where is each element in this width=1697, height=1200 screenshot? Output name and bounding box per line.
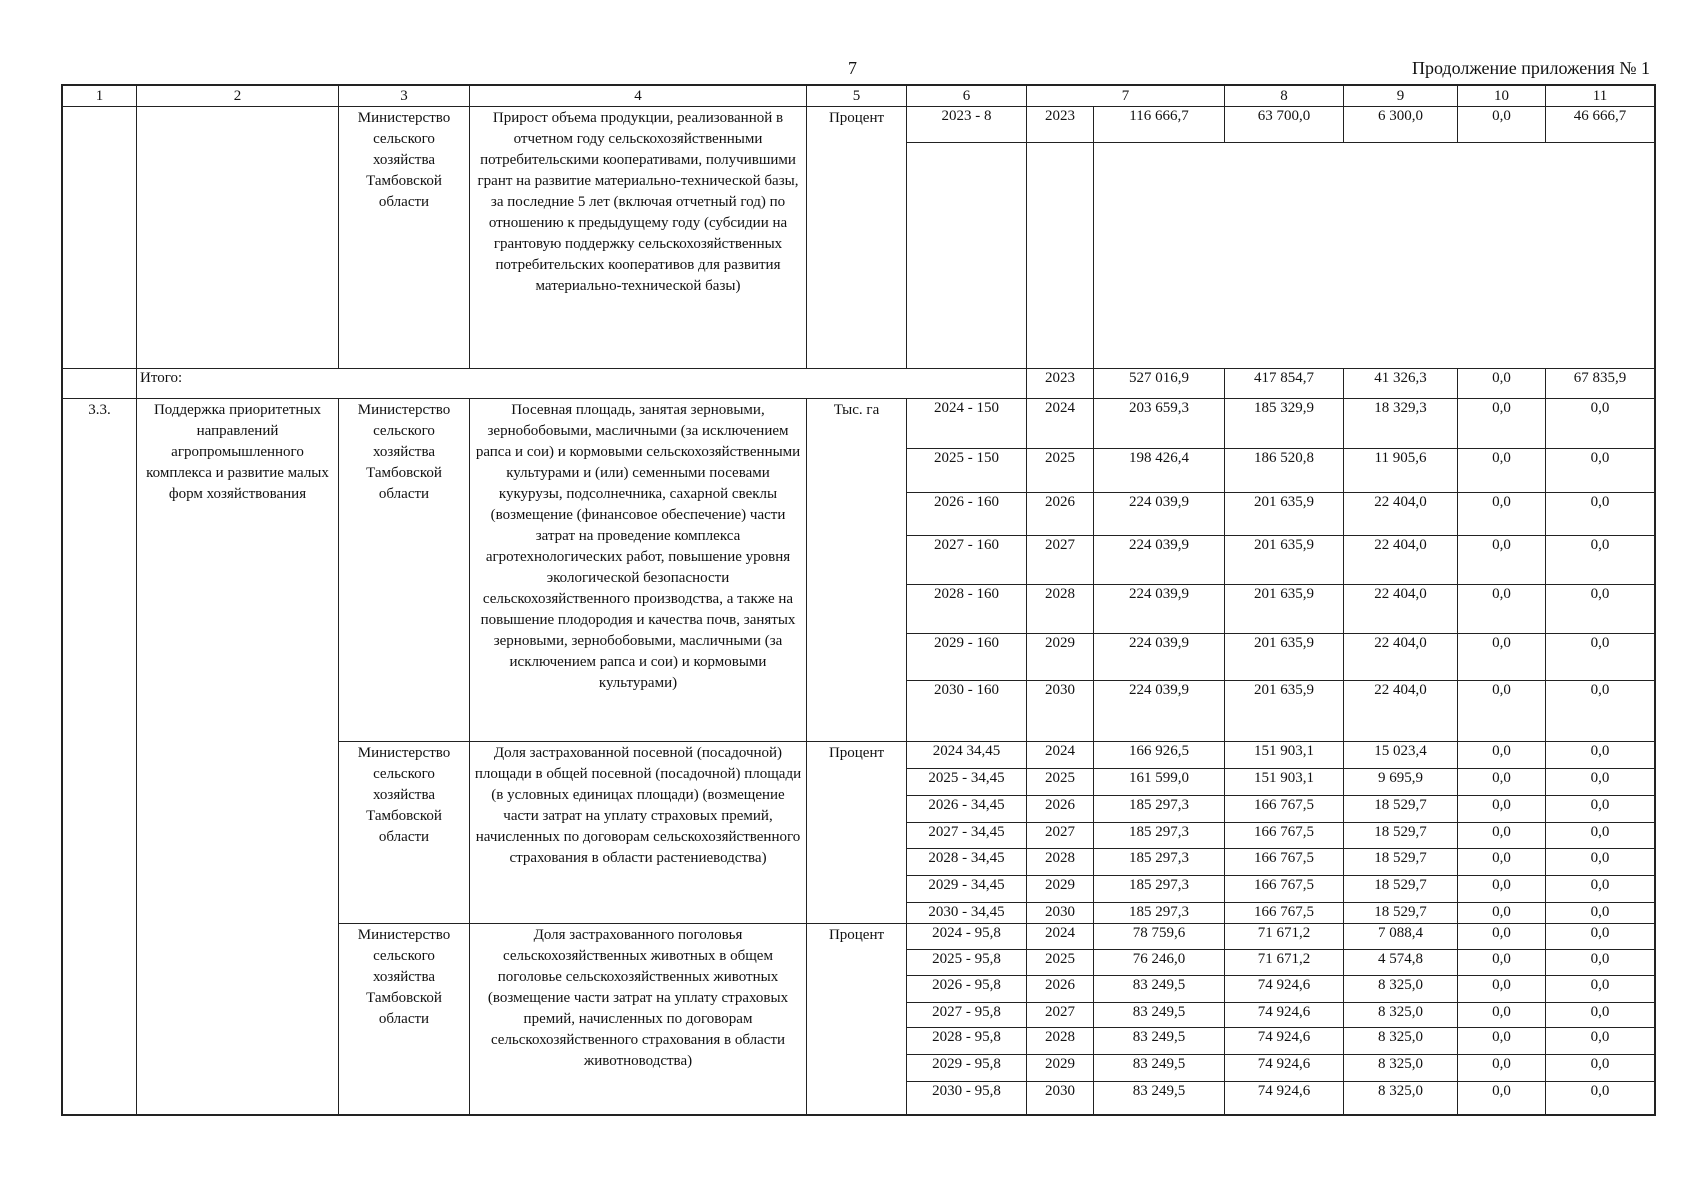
value-cell: 78 759,6 xyxy=(1094,924,1225,950)
column-header: 8 xyxy=(1225,86,1344,107)
ministry-cell: Министерство сельского хозяйства Тамбовской области xyxy=(339,399,470,742)
value-cell: 8 325,0 xyxy=(1344,1028,1458,1055)
column-header: 6 xyxy=(907,86,1027,107)
year-cell: 2026 xyxy=(1027,493,1094,536)
year-cell: 2025 xyxy=(1027,769,1094,796)
value-cell: 0,0 xyxy=(1546,1082,1655,1115)
target-cell: 2030 - 34,45 xyxy=(907,903,1027,924)
value-cell: 22 404,0 xyxy=(1344,536,1458,585)
target-cell: 2028 - 34,45 xyxy=(907,849,1027,876)
value-cell: 201 635,9 xyxy=(1225,536,1344,585)
value-cell: 83 249,5 xyxy=(1094,976,1225,1003)
year-cell: 2026 xyxy=(1027,796,1094,823)
target-cell: 2025 - 34,45 xyxy=(907,769,1027,796)
value-cell: 224 039,9 xyxy=(1094,585,1225,634)
value-cell: 201 635,9 xyxy=(1225,493,1344,536)
value-cell: 151 903,1 xyxy=(1225,769,1344,796)
value-cell: 0,0 xyxy=(1546,681,1655,742)
unit-cell: Процент xyxy=(807,107,907,369)
year-cell: 2029 xyxy=(1027,1055,1094,1082)
value-cell: 0,0 xyxy=(1458,876,1546,903)
value-cell: 0,0 xyxy=(1546,769,1655,796)
target-cell: 2024 - 150 xyxy=(907,399,1027,449)
value-cell: 0,0 xyxy=(1458,585,1546,634)
value-cell: 63 700,0 xyxy=(1225,107,1344,143)
value-cell: 18 529,7 xyxy=(1344,823,1458,849)
value-cell: 203 659,3 xyxy=(1094,399,1225,449)
value-cell: 185 297,3 xyxy=(1094,849,1225,876)
value-cell: 224 039,9 xyxy=(1094,536,1225,585)
target-cell: 2024 - 95,8 xyxy=(907,924,1027,950)
unit-cell: Процент xyxy=(807,924,907,1115)
value-cell: 71 671,2 xyxy=(1225,950,1344,976)
value-cell: 166 767,5 xyxy=(1225,796,1344,823)
table-row xyxy=(63,399,1655,449)
column-header-row xyxy=(63,86,1655,107)
value-cell: 83 249,5 xyxy=(1094,1028,1225,1055)
column-header: 7 xyxy=(1027,86,1225,107)
value-cell: 224 039,9 xyxy=(1094,493,1225,536)
value-cell: 151 903,1 xyxy=(1225,742,1344,769)
indicator-cell: Посевная площадь, занятая зерновыми, зернобобовыми, масличными (за исключением рапса и сои) и кормовыми сельскохозяйственными культурами и (или) семенными посевами кукурузы, подсолнечника, сахарной свеклы (возмещение (финансовое обеспечение) части затрат на проведение комплекса агротехнологических работ, повышение уровня экологической безопасности сельскохозяйственного производства, а также на повышение плодородия и качества почв, занятых зерновыми, зернобобовыми, масличными (за исключением рапса и сои) и кормовыми культурами) xyxy=(470,399,807,742)
column-header: 2 xyxy=(137,86,339,107)
section-number: 3.3. xyxy=(63,399,137,1115)
value-cell: 116 666,7 xyxy=(1094,107,1225,143)
year-cell: 2024 xyxy=(1027,399,1094,449)
value-cell: 83 249,5 xyxy=(1094,1003,1225,1028)
value-cell: 0,0 xyxy=(1546,399,1655,449)
unit-cell: Тыс. га xyxy=(807,399,907,742)
value-cell: 0,0 xyxy=(1458,449,1546,493)
value-cell: 0,0 xyxy=(1546,536,1655,585)
value-cell: 15 023,4 xyxy=(1344,742,1458,769)
value-cell: 0,0 xyxy=(1546,449,1655,493)
page-number: 7 xyxy=(848,58,857,78)
value-cell: 0,0 xyxy=(1546,1028,1655,1055)
target-cell: 2026 - 160 xyxy=(907,493,1027,536)
value-cell: 83 249,5 xyxy=(1094,1082,1225,1115)
value-cell: 18 529,7 xyxy=(1344,849,1458,876)
target-cell: 2027 - 95,8 xyxy=(907,1003,1027,1028)
value-cell: 527 016,9 xyxy=(1094,369,1225,399)
ministry-cell: Министерство сельского хозяйства Тамбовской области xyxy=(339,742,470,924)
value-cell: 0,0 xyxy=(1458,1082,1546,1115)
value-cell: 22 404,0 xyxy=(1344,681,1458,742)
year-cell: 2027 xyxy=(1027,823,1094,849)
value-cell: 11 905,6 xyxy=(1344,449,1458,493)
target-cell: 2029 - 95,8 xyxy=(907,1055,1027,1082)
cell-empty xyxy=(1094,143,1655,369)
year-cell: 2028 xyxy=(1027,1028,1094,1055)
target-cell: 2027 - 160 xyxy=(907,536,1027,585)
value-cell: 74 924,6 xyxy=(1225,1082,1344,1115)
value-cell: 0,0 xyxy=(1458,536,1546,585)
value-cell: 201 635,9 xyxy=(1225,681,1344,742)
target-cell: 2025 - 95,8 xyxy=(907,950,1027,976)
year-cell: 2025 xyxy=(1027,950,1094,976)
continuation-label: Продолжение приложения № 1 xyxy=(1411,58,1650,78)
value-cell: 185 297,3 xyxy=(1094,796,1225,823)
value-cell: 8 325,0 xyxy=(1344,1055,1458,1082)
column-header: 5 xyxy=(807,86,907,107)
year-cell: 2029 xyxy=(1027,634,1094,681)
value-cell: 71 671,2 xyxy=(1225,924,1344,950)
year-cell: 2024 xyxy=(1027,742,1094,769)
value-cell: 4 574,8 xyxy=(1344,950,1458,976)
value-cell: 201 635,9 xyxy=(1225,634,1344,681)
value-cell: 0,0 xyxy=(1458,976,1546,1003)
year-cell: 2025 xyxy=(1027,449,1094,493)
value-cell: 8 325,0 xyxy=(1344,1082,1458,1115)
unit-cell: Процент xyxy=(807,742,907,924)
year-cell: 2029 xyxy=(1027,876,1094,903)
year-cell: 2023 xyxy=(1027,369,1094,399)
value-cell: 186 520,8 xyxy=(1225,449,1344,493)
value-cell: 8 325,0 xyxy=(1344,1003,1458,1028)
cell-empty xyxy=(1027,143,1094,369)
value-cell: 83 249,5 xyxy=(1094,1055,1225,1082)
value-cell: 0,0 xyxy=(1458,903,1546,924)
value-cell: 6 300,0 xyxy=(1344,107,1458,143)
year-cell: 2030 xyxy=(1027,681,1094,742)
target-cell: 2027 - 34,45 xyxy=(907,823,1027,849)
column-header: 11 xyxy=(1546,86,1655,107)
value-cell: 18 529,7 xyxy=(1344,876,1458,903)
value-cell: 0,0 xyxy=(1458,742,1546,769)
total-row xyxy=(63,369,1655,399)
indicator-cell: Доля застрахованной посевной (посадочной) площади в общей посевной (посадочной) площади (в условных единицах площади) (возмещение части затрат на уплату страховых премий, начисленных по договорам сельскохозяйственного страхования в области растениеводства) xyxy=(470,742,807,924)
ministry-cell: Министерство сельского хозяйства Тамбовской области xyxy=(339,107,470,369)
value-cell: 0,0 xyxy=(1546,1055,1655,1082)
value-cell: 0,0 xyxy=(1546,493,1655,536)
value-cell: 0,0 xyxy=(1546,585,1655,634)
value-cell: 74 924,6 xyxy=(1225,1028,1344,1055)
value-cell: 0,0 xyxy=(1546,976,1655,1003)
value-cell: 67 835,9 xyxy=(1546,369,1655,399)
target-cell: 2029 - 160 xyxy=(907,634,1027,681)
year-cell: 2027 xyxy=(1027,536,1094,585)
value-cell: 18 329,3 xyxy=(1344,399,1458,449)
appendix-table xyxy=(62,85,1655,1115)
total-label: Итого: xyxy=(137,369,1027,399)
value-cell: 161 599,0 xyxy=(1094,769,1225,796)
value-cell: 76 246,0 xyxy=(1094,950,1225,976)
value-cell: 22 404,0 xyxy=(1344,634,1458,681)
value-cell: 0,0 xyxy=(1546,849,1655,876)
target-cell: 2029 - 34,45 xyxy=(907,876,1027,903)
value-cell: 0,0 xyxy=(1546,876,1655,903)
ministry-cell: Министерство сельского хозяйства Тамбовской области xyxy=(339,924,470,1115)
value-cell: 201 635,9 xyxy=(1225,585,1344,634)
value-cell: 18 529,7 xyxy=(1344,903,1458,924)
value-cell: 185 297,3 xyxy=(1094,876,1225,903)
value-cell: 0,0 xyxy=(1546,950,1655,976)
value-cell: 74 924,6 xyxy=(1225,976,1344,1003)
value-cell: 417 854,7 xyxy=(1225,369,1344,399)
value-cell: 0,0 xyxy=(1458,493,1546,536)
year-cell: 2024 xyxy=(1027,924,1094,950)
target-cell: 2025 - 150 xyxy=(907,449,1027,493)
column-header: 4 xyxy=(470,86,807,107)
value-cell: 0,0 xyxy=(1546,634,1655,681)
value-cell: 0,0 xyxy=(1458,1028,1546,1055)
value-cell: 0,0 xyxy=(1458,399,1546,449)
value-cell: 0,0 xyxy=(1458,369,1546,399)
value-cell: 0,0 xyxy=(1546,924,1655,950)
target-cell: 2030 - 95,8 xyxy=(907,1082,1027,1115)
value-cell: 185 329,9 xyxy=(1225,399,1344,449)
value-cell: 0,0 xyxy=(1546,903,1655,924)
value-cell: 0,0 xyxy=(1546,796,1655,823)
value-cell: 0,0 xyxy=(1458,796,1546,823)
target-cell: 2023 - 8 xyxy=(907,107,1027,143)
value-cell: 224 039,9 xyxy=(1094,634,1225,681)
value-cell: 0,0 xyxy=(1458,681,1546,742)
value-cell: 166 767,5 xyxy=(1225,876,1344,903)
column-header: 9 xyxy=(1344,86,1458,107)
target-cell: 2026 - 34,45 xyxy=(907,796,1027,823)
value-cell: 0,0 xyxy=(1458,950,1546,976)
value-cell: 0,0 xyxy=(1458,849,1546,876)
value-cell: 224 039,9 xyxy=(1094,681,1225,742)
value-cell: 0,0 xyxy=(1546,1003,1655,1028)
section-name: Поддержка приоритетных направлений агропромышленного комплекса и развитие малых форм хозяйствования xyxy=(137,399,339,1115)
year-cell: 2027 xyxy=(1027,1003,1094,1028)
value-cell: 166 767,5 xyxy=(1225,849,1344,876)
indicator-cell: Доля застрахованного поголовья сельскохозяйственных животных в общем поголовье сельскохозяйственных животных (возмещение части затрат на уплату страховых премий, начисленных по договорам сельскохозяйственного страхования в области животноводства) xyxy=(470,924,807,1115)
year-cell: 2030 xyxy=(1027,1082,1094,1115)
column-header: 1 xyxy=(63,86,137,107)
value-cell: 0,0 xyxy=(1458,1055,1546,1082)
column-header: 3 xyxy=(339,86,470,107)
target-cell: 2030 - 160 xyxy=(907,681,1027,742)
value-cell: 0,0 xyxy=(1546,823,1655,849)
value-cell: 7 088,4 xyxy=(1344,924,1458,950)
value-cell: 22 404,0 xyxy=(1344,585,1458,634)
value-cell: 0,0 xyxy=(1458,769,1546,796)
value-cell: 185 297,3 xyxy=(1094,823,1225,849)
value-cell: 46 666,7 xyxy=(1546,107,1655,143)
value-cell: 22 404,0 xyxy=(1344,493,1458,536)
column-header: 10 xyxy=(1458,86,1546,107)
indicator-cell: Прирост объема продукции, реализованной в отчетном году сельскохозяйственными потребительскими кооперативами, получившими грант на развитие материально-технической базы, за последние 5 лет (включая отчетный год) по отношению к предыдущему году (субсидии на грантовую поддержку сельскохозяйственных потребительских кооперативов для развития материально-технической базы) xyxy=(470,107,807,369)
year-cell: 2030 xyxy=(1027,903,1094,924)
value-cell: 166 767,5 xyxy=(1225,823,1344,849)
target-cell: 2028 - 95,8 xyxy=(907,1028,1027,1055)
target-cell: 2026 - 95,8 xyxy=(907,976,1027,1003)
value-cell: 198 426,4 xyxy=(1094,449,1225,493)
value-cell: 0,0 xyxy=(1546,742,1655,769)
value-cell: 8 325,0 xyxy=(1344,976,1458,1003)
year-cell: 2023 xyxy=(1027,107,1094,143)
year-cell: 2028 xyxy=(1027,849,1094,876)
value-cell: 18 529,7 xyxy=(1344,796,1458,823)
value-cell: 166 926,5 xyxy=(1094,742,1225,769)
year-cell: 2028 xyxy=(1027,585,1094,634)
value-cell: 9 695,9 xyxy=(1344,769,1458,796)
value-cell: 166 767,5 xyxy=(1225,903,1344,924)
cell-empty xyxy=(907,143,1027,369)
value-cell: 41 326,3 xyxy=(1344,369,1458,399)
year-cell: 2026 xyxy=(1027,976,1094,1003)
value-cell: 0,0 xyxy=(1458,107,1546,143)
value-cell: 74 924,6 xyxy=(1225,1055,1344,1082)
value-cell: 0,0 xyxy=(1458,924,1546,950)
value-cell: 0,0 xyxy=(1458,1003,1546,1028)
cell-empty xyxy=(63,107,137,369)
cell-empty xyxy=(63,369,137,399)
target-cell: 2024 34,45 xyxy=(907,742,1027,769)
value-cell: 185 297,3 xyxy=(1094,903,1225,924)
value-cell: 0,0 xyxy=(1458,634,1546,681)
table-row xyxy=(63,107,1655,143)
target-cell: 2028 - 160 xyxy=(907,585,1027,634)
cell-empty xyxy=(137,107,339,369)
value-cell: 74 924,6 xyxy=(1225,1003,1344,1028)
value-cell: 0,0 xyxy=(1458,823,1546,849)
